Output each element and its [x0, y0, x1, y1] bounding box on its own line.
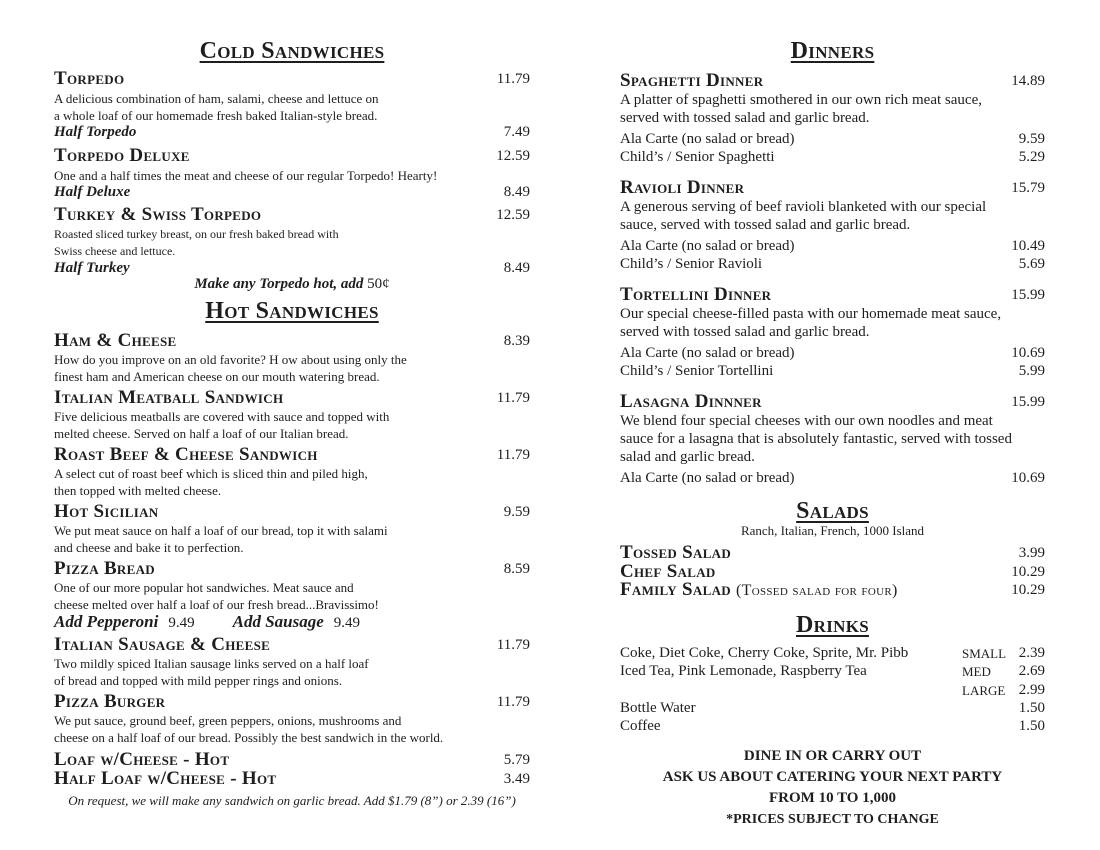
child-senior-row [620, 148, 1045, 166]
fountain-drinks-row [620, 644, 1045, 662]
item-description [54, 90, 530, 124]
item-name: Ravioli Dinner [620, 177, 745, 198]
description-line: of bread and topped with mild pepper rings and onions. [54, 673, 343, 688]
item-name [620, 580, 898, 601]
description-line: finest ham and American cheese on our mouth watering bread. [54, 369, 380, 384]
item-name: Loaf w/Cheese - Hot [54, 749, 230, 770]
size-price: 2.99 [1018, 682, 1045, 698]
item-price: 12.59 [496, 148, 530, 164]
item-price: 8.59 [503, 561, 530, 577]
description-line: Two mildly spiced Italian sausage links served on a half loaf [54, 656, 369, 671]
option-label: Ala Carte (no salad or bread) [620, 131, 795, 147]
description-line: One of our more popular hot sandwiches. Meat sauce and [54, 580, 354, 595]
right-column [620, 0, 1045, 850]
item-description [54, 522, 530, 556]
option-label: Ala Carte (no salad or bread) [620, 238, 795, 254]
item-price: 8.39 [503, 333, 530, 349]
dine-in-note: DINE IN OR CARRY OUT [743, 748, 922, 764]
item-price: 15.99 [1011, 394, 1045, 410]
size-price: 2.69 [1018, 663, 1045, 679]
description-line: cheese melted over half a loaf of our fresh bread...Bravissimo! [54, 597, 379, 612]
description-line: One and a half times the meat and cheese of our regular Torpedo! Hearty! [54, 168, 438, 183]
half-item-price: 8.49 [503, 260, 530, 276]
size-label: LARGE [962, 683, 1006, 698]
item-price: 11.79 [496, 390, 530, 406]
menu-item-tossed-salad [620, 543, 1045, 563]
description-line: A platter of spaghetti smothered in our own rich meat sauce, [620, 92, 982, 108]
description-line: Swiss cheese and lettuce. [54, 244, 176, 258]
option-price: 5.99 [1018, 363, 1045, 379]
left-column [54, 0, 530, 850]
menu-item-family-salad [620, 580, 1045, 600]
drinks-title: Drinks [796, 612, 869, 638]
addon-label: Add Pepperoni [54, 612, 159, 631]
item-description [54, 712, 530, 746]
item-price: 12.59 [496, 207, 530, 223]
description-line: served with tossed salad and garlic bread. [620, 324, 870, 340]
item-name: Torpedo [54, 68, 125, 89]
menu-item-ravioli [620, 178, 1045, 198]
option-label: Child’s / Senior Spaghetti [620, 149, 775, 165]
item-name: Hot Sicilian [54, 501, 159, 522]
item-description [54, 579, 530, 613]
addon-price: 9.49 [168, 615, 195, 631]
description-line: then topped with melted cheese. [54, 483, 222, 498]
description-line: sauce, served with tossed salad and garlic bread. [620, 217, 911, 233]
item-name: Italian Sausage & Cheese [54, 634, 271, 655]
item-name: Pizza Bread [54, 558, 155, 579]
cold-sandwiches-title: Cold Sandwiches [199, 38, 385, 64]
description-line: Five delicious meatballs are covered with sauce and topped with [54, 409, 390, 424]
description-line: cheese on a half loaf of our bread. Possibly the best sandwich in the world. [54, 730, 444, 745]
menu-item-loaf-cheese [54, 750, 530, 770]
child-senior-row [620, 255, 1045, 273]
option-price: 9.59 [1018, 131, 1045, 147]
item-name: Chef Salad [620, 561, 716, 582]
description-line: We blend four special cheeses with our own noodles and meat [620, 413, 993, 429]
item-price: 11.79 [496, 637, 530, 653]
menu-item-lasagna [620, 392, 1045, 412]
item-name: Roast Beef & Cheese Sandwich [54, 444, 318, 465]
item-description [620, 91, 1045, 127]
item-name: Ham & Cheese [54, 330, 177, 351]
drink-price: 1.50 [1018, 700, 1045, 716]
menu-item-pizza-burger [54, 692, 530, 712]
coffee-row [620, 717, 1045, 735]
half-item-name: Half Deluxe [54, 184, 131, 200]
ala-carte-row [620, 469, 1045, 487]
large-size-row [620, 681, 1045, 699]
drink-name: Coffee [620, 718, 661, 734]
description-line: How do you improve on an old favorite? H ow about using only the [54, 352, 407, 367]
catering-range: FROM 10 TO 1,000 [769, 790, 896, 806]
hot-note-text: Make any Torpedo hot, add [194, 276, 364, 292]
drink-list: Iced Tea, Pink Lemonade, Raspberry Tea [620, 663, 867, 679]
description-line: melted cheese. Served on half a loaf of our Italian bread. [54, 426, 349, 441]
dressing-list: Ranch, Italian, French, 1000 Island [740, 523, 925, 538]
item-name: Half Loaf w/Cheese - Hot [54, 768, 277, 789]
size-label: MED [962, 664, 991, 679]
description-line: Roasted sliced turkey breast, on our fresh baked bread with [54, 227, 339, 241]
item-name: Pizza Burger [54, 691, 166, 712]
menu-item-ham-cheese [54, 331, 530, 351]
half-item-row [54, 123, 530, 141]
item-description [620, 198, 1045, 234]
item-name: Torpedo Deluxe [54, 145, 190, 166]
ala-carte-row [620, 344, 1045, 362]
hot-torpedo-note [54, 275, 530, 293]
description-line: sauce for a lasagna that is absolutely fantastic, served with tossed [620, 431, 1012, 447]
description-line: and cheese and bake it to perfection. [54, 540, 244, 555]
item-description [54, 351, 530, 385]
option-label: Ala Carte (no salad or bread) [620, 470, 795, 486]
description-line: a whole loaf of our homemade fresh baked Italian-style bread. [54, 108, 378, 123]
item-description [54, 408, 530, 442]
hot-sandwiches-title: Hot Sandwiches [205, 298, 379, 324]
item-description [620, 412, 1045, 466]
item-description [54, 655, 530, 689]
item-name: Turkey & Swiss Torpedo [54, 204, 262, 225]
menu-item-meatball [54, 388, 530, 408]
item-name: Italian Meatball Sandwich [54, 387, 284, 408]
description-line: Our special cheese-filled pasta with our homemade meat sauce, [620, 306, 1002, 322]
salads-title: Salads [796, 498, 869, 524]
item-price: 15.99 [1011, 287, 1045, 303]
dinners-title: Dinners [790, 38, 875, 64]
half-item-row [54, 183, 530, 201]
tea-drinks-row [620, 662, 1045, 680]
item-price: 10.29 [1011, 564, 1045, 580]
menu-item-half-loaf-cheese [54, 769, 530, 789]
item-price: 3.49 [503, 771, 530, 787]
menu-item-torpedo-deluxe [54, 146, 530, 166]
item-description [54, 167, 530, 184]
description-line: A select cut of roast beef which is sliced thin and piled high, [54, 466, 368, 481]
description-line: A delicious combination of ham, salami, cheese and lettuce on [54, 91, 379, 106]
size-label: SMALL [962, 646, 1007, 661]
item-description [54, 465, 530, 499]
item-price: 10.29 [1011, 582, 1045, 598]
drink-list: Coke, Diet Coke, Cherry Coke, Sprite, Mr. Pibb [620, 645, 909, 661]
half-item-name: Half Torpedo [54, 124, 137, 140]
bottle-water-row [620, 699, 1045, 717]
item-description [54, 226, 530, 260]
item-name: Spaghetti Dinner [620, 70, 764, 91]
description-line: salad and garlic bread. [620, 449, 755, 465]
prices-disclaimer: *PRICES SUBJECT TO CHANGE [726, 812, 939, 827]
item-price: 11.79 [496, 694, 530, 710]
half-item-price: 8.49 [503, 184, 530, 200]
catering-note: ASK US ABOUT CATERING YOUR NEXT PARTY [662, 769, 1003, 785]
ala-carte-row [620, 130, 1045, 148]
menu-item-pizza-bread [54, 559, 530, 579]
item-price: 3.99 [1018, 545, 1045, 561]
item-price: 15.79 [1011, 180, 1045, 196]
description-line: served with tossed salad and garlic bread. [620, 110, 870, 126]
option-label: Child’s / Senior Ravioli [620, 256, 763, 272]
family-salad-label: Family Salad [620, 579, 731, 600]
half-item-name: Half Turkey [54, 260, 130, 276]
item-price: 14.89 [1011, 73, 1045, 89]
pizza-bread-addons [54, 612, 360, 632]
menu-item-spaghetti [620, 71, 1045, 91]
option-label: Ala Carte (no salad or bread) [620, 345, 795, 361]
description-line: A generous serving of beef ravioli blanketed with our special [620, 199, 987, 215]
drink-name: Bottle Water [620, 700, 696, 716]
addon-price: 9.49 [333, 615, 361, 631]
menu-item-tortellini [620, 285, 1045, 305]
family-salad-note: (Tossed salad for four) [736, 582, 898, 599]
item-name: Tortellini Dinner [620, 284, 772, 305]
menu-item-turkey-swiss [54, 205, 530, 225]
description-line: We put sauce, ground beef, green peppers, onions, mushrooms and [54, 713, 402, 728]
hot-note-price: 50¢ [367, 276, 390, 292]
option-price: 10.69 [1011, 470, 1045, 486]
item-price: 11.79 [496, 71, 530, 87]
menu-item-italian-sausage [54, 635, 530, 655]
description-line: We put meat sauce on half a loaf of our bread, top it with salami [54, 523, 388, 538]
menu-item-hot-sicilian [54, 502, 530, 522]
item-price: 11.79 [496, 447, 530, 463]
garlic-bread-note: On request, we will make any sandwich on garlic bread. Add $1.79 (8”) or 2.39 (16”) [68, 793, 516, 808]
ala-carte-row [620, 237, 1045, 255]
menu-item-torpedo [54, 69, 530, 89]
item-price: 9.59 [503, 504, 530, 520]
item-description [620, 305, 1045, 341]
menu-item-roast-beef [54, 445, 530, 465]
option-price: 10.69 [1011, 345, 1045, 361]
item-name: Lasagna Dinnner [620, 391, 762, 412]
drink-price: 1.50 [1018, 718, 1045, 734]
child-senior-row [620, 362, 1045, 380]
option-price: 5.69 [1018, 256, 1045, 272]
option-price: 5.29 [1018, 149, 1045, 165]
option-label: Child’s / Senior Tortellini [620, 363, 774, 379]
option-price: 10.49 [1011, 238, 1045, 254]
item-name: Tossed Salad [620, 542, 732, 563]
half-item-price: 7.49 [503, 124, 530, 140]
size-price: 2.39 [1018, 645, 1045, 661]
addon-label: Add Sausage [232, 612, 324, 631]
item-price: 5.79 [503, 752, 530, 768]
